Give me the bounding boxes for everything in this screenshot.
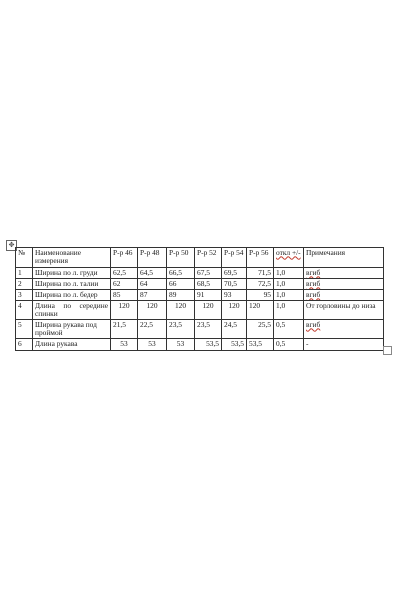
cell-value: 25,5 xyxy=(247,320,274,339)
cell-value: 21,5 xyxy=(111,320,138,339)
header-tolerance: откл +/- xyxy=(274,248,304,268)
table-resize-handle-icon[interactable] xyxy=(383,346,392,355)
row-name: Длина по середине спинки xyxy=(33,301,111,320)
cell-value: 120 xyxy=(195,301,222,320)
cell-value: 120 xyxy=(167,301,195,320)
table-row xyxy=(16,320,384,339)
header-number: № xyxy=(16,248,33,268)
cell-note: вгиб xyxy=(304,290,384,301)
cell-note: вгиб xyxy=(304,320,384,339)
header-size-56: Р-р 56 xyxy=(247,248,274,268)
cell-value: 23,5 xyxy=(167,320,195,339)
table-header-row xyxy=(16,248,384,268)
row-name: Длина рукава xyxy=(33,339,111,351)
cell-tolerance: 1,0 xyxy=(274,268,304,279)
cell-value: 93 xyxy=(222,290,247,301)
cell-value: 120 xyxy=(138,301,167,320)
cell-value: 66,5 xyxy=(167,268,195,279)
cell-value: 71,5 xyxy=(247,268,274,279)
cell-tolerance: 0,5 xyxy=(274,339,304,351)
cell-value: 120 xyxy=(222,301,247,320)
cell-value: 70,5 xyxy=(222,279,247,290)
table-row xyxy=(16,279,384,290)
table-move-handle-icon[interactable]: ✥ xyxy=(6,240,17,251)
row-number: 2 xyxy=(16,279,33,290)
cell-value: 89 xyxy=(167,290,195,301)
cell-value: 62 xyxy=(111,279,138,290)
cell-note: От горловины до низа xyxy=(304,301,384,320)
header-size-52: Р-р 52 xyxy=(195,248,222,268)
cell-value: 120 xyxy=(111,301,138,320)
header-measurement-name: Наименование измерения xyxy=(33,248,111,268)
cell-value: 23,5 xyxy=(195,320,222,339)
cell-value: 66 xyxy=(167,279,195,290)
row-name: Ширина по л. талии xyxy=(33,279,111,290)
cell-value: 85 xyxy=(111,290,138,301)
cell-tolerance: 0,5 xyxy=(274,320,304,339)
cell-value: 62,5 xyxy=(111,268,138,279)
row-number: 1 xyxy=(16,268,33,279)
cell-value: 22,5 xyxy=(138,320,167,339)
cell-value: 91 xyxy=(195,290,222,301)
cell-value: 24,5 xyxy=(222,320,247,339)
cell-value: 72,5 xyxy=(247,279,274,290)
table-row xyxy=(16,339,384,351)
table-row xyxy=(16,301,384,320)
table-row xyxy=(16,290,384,301)
measurement-table xyxy=(15,247,384,351)
cell-value: 53 xyxy=(111,339,138,351)
cell-tolerance: 1,0 xyxy=(274,279,304,290)
cell-value: 53 xyxy=(167,339,195,351)
header-notes: Примечания xyxy=(304,248,384,268)
row-number: 3 xyxy=(16,290,33,301)
header-size-48: Р-р 48 xyxy=(138,248,167,268)
cell-value: 53,5 xyxy=(222,339,247,351)
row-number: 5 xyxy=(16,320,33,339)
row-number: 6 xyxy=(16,339,33,351)
header-size-46: Р-р 46 xyxy=(111,248,138,268)
cell-value: 53,5 xyxy=(195,339,222,351)
cell-value: 120 xyxy=(247,301,274,320)
header-size-54: Р-р 54 xyxy=(222,248,247,268)
cell-value: 64,5 xyxy=(138,268,167,279)
row-number: 4 xyxy=(16,301,33,320)
header-size-50: Р-р 50 xyxy=(167,248,195,268)
cell-note: - xyxy=(304,339,384,351)
row-name: Ширина по л. груди xyxy=(33,268,111,279)
row-name: Ширина рукава под проймой xyxy=(33,320,111,339)
cell-note: вгиб xyxy=(304,268,384,279)
cell-value: 87 xyxy=(138,290,167,301)
cell-value: 53,5 xyxy=(247,339,274,351)
cell-tolerance: 1,0 xyxy=(274,290,304,301)
cell-note: вгиб xyxy=(304,279,384,290)
cell-value: 64 xyxy=(138,279,167,290)
cell-value: 69,5 xyxy=(222,268,247,279)
cell-value: 68,5 xyxy=(195,279,222,290)
row-name: Ширина по л. бедер xyxy=(33,290,111,301)
cell-tolerance: 1,0 xyxy=(274,301,304,320)
table-row xyxy=(16,268,384,279)
cell-value: 95 xyxy=(247,290,274,301)
cell-value: 53 xyxy=(138,339,167,351)
cell-value: 67,5 xyxy=(195,268,222,279)
